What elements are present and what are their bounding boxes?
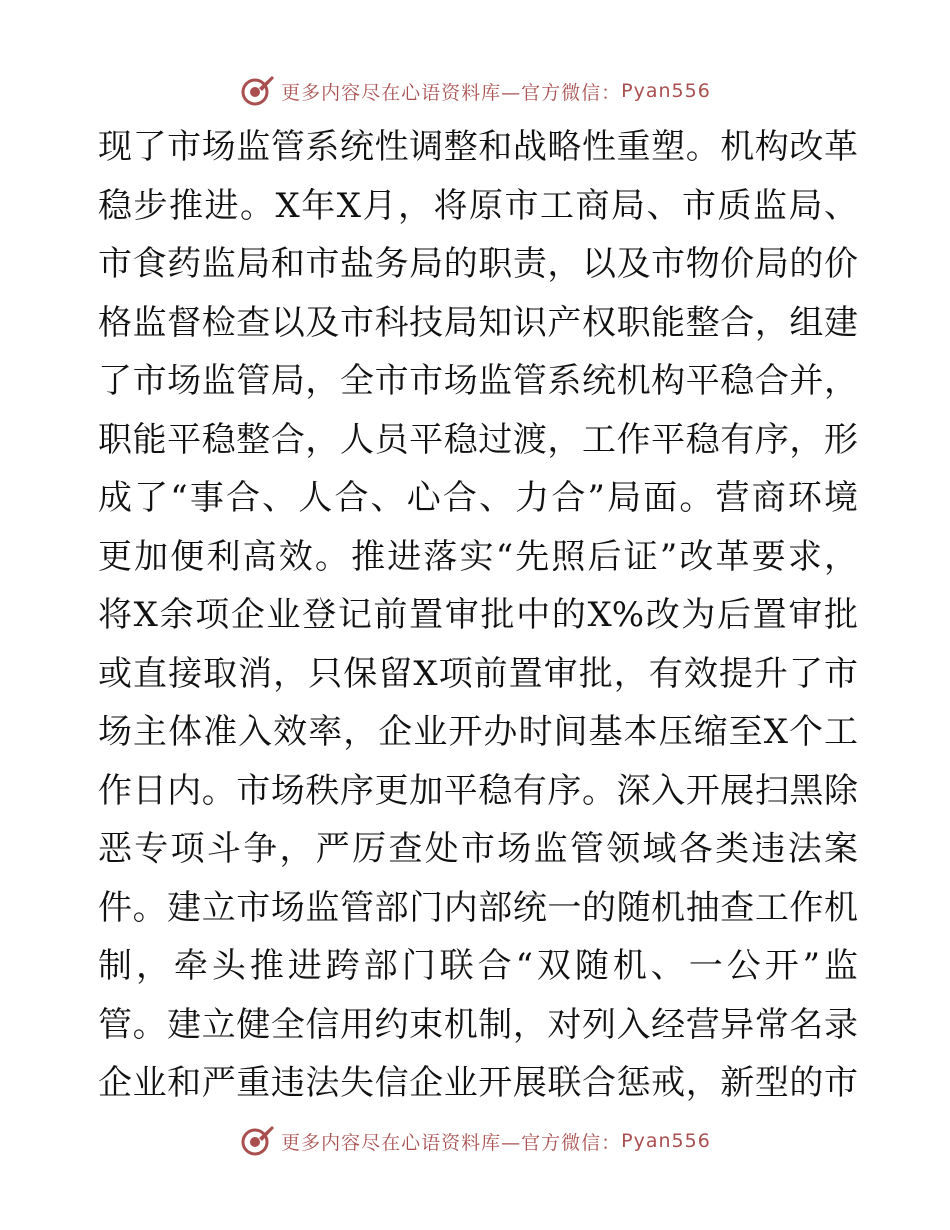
- text-line: 管。建立健全信用约束机制，对列入经营异常名录: [98, 1004, 858, 1045]
- text-line: 了市场监管局，全市市场监管系统机构平稳合并，: [98, 361, 858, 401]
- text-line: 职能平稳整合，人员平稳过渡，工作平稳有序，形: [98, 419, 858, 460]
- document-body: [98, 118, 858, 1113]
- text-line: 或直接取消，只保留X项前置审批，有效提升了市: [98, 653, 858, 694]
- text-line: 现了市场监管系统性调整和战略性重塑。机构改革: [98, 127, 858, 167]
- text-line: 企业和严重违法失信企业开展联合惩戒，新型的市: [98, 1063, 858, 1103]
- watermark-footer: [0, 1121, 950, 1161]
- text-line: 更加便利高效。推进落实“先照后证”改革要求，: [98, 536, 858, 577]
- text-line: 制，牵头推进跨部门联合“双随机、一公开”监: [98, 946, 858, 986]
- watermark-text: 更多内容尽在心语资料库—官方微信：: [281, 81, 622, 104]
- watermark-wechat-id: Pyan556: [621, 1130, 711, 1152]
- text-line: 场主体准入效率，企业开办时间基本压缩至X个工: [98, 712, 858, 752]
- text-line: 件。建立市场监管部门内部统一的随机抽查工作机: [98, 887, 858, 928]
- watermark-wechat-id: Pyan556: [621, 80, 711, 102]
- text-line: 作日内。市场秩序更加平稳有序。深入开展扫黑除: [98, 770, 858, 811]
- watermark-text: 更多内容尽在心语资料库—官方微信：: [281, 1131, 622, 1154]
- text-line: 将X余项企业登记前置审批中的X%改为后置审批: [98, 595, 858, 635]
- watermark-header: [0, 71, 950, 111]
- text-line: 稳步推进。X年X月，将原市工商局、市质监局、: [98, 185, 858, 226]
- pen-logo-icon: [239, 73, 275, 109]
- pen-logo-icon: [239, 1123, 275, 1159]
- text-line: 格监督检查以及市科技局知识产权职能整合，组建: [98, 302, 858, 343]
- text-line: 市食药监局和市盐务局的职责，以及市物价局的价: [98, 244, 858, 284]
- text-line: 恶专项斗争，严厉查处市场监管领域各类违法案: [98, 829, 858, 869]
- text-line: 成了“事合、人合、心合、力合”局面。营商环境: [98, 478, 858, 518]
